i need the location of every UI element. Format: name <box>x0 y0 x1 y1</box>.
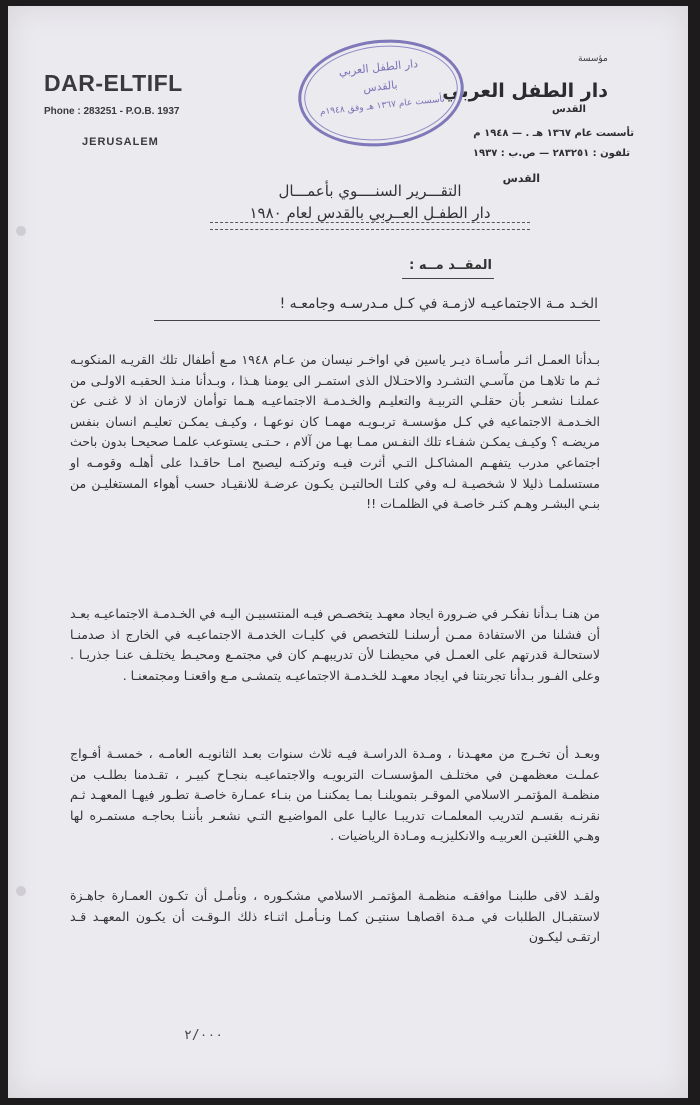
brand-city-ar: القدس <box>552 104 586 115</box>
brand-name-en: DAR-ELTIFL <box>44 70 183 96</box>
punch-hole-mark <box>16 886 26 896</box>
slogan: الخـد مـة الاجتماعيـه لازمـة في كـل مـدرسـه وجامعـه ! <box>279 296 598 312</box>
body-paragraph: بـدأنا العمـل اثـر مأسـاة ديـر ياسين في اواخـر نيسان من عـام ١٩٤٨ مـع أطفال تلك القريـه المنكوبـه ثـم ما تلاهـا من مآسـي التشـرد والاحتـلال الذى استمـر الى يومنا هـذا ، وبـدأنا منـذ الحقبـه الاولـى من عملنـا نشعـر بأن حقلـي التربيـة والتعليـم والخـدمـة الاجتماعيـه هـما توأمان لازمان اذ لا غنـى عن الخـدمـة الاجتماعيه في كـل مؤسسـة تربـويـه مهمـا كان نوعهـا ، وكيـف يمكـن تعليـم انسان بنفس مريضـه ؟ وكيـف يمكـن شفـاء تلك النفـس ممـا بهـا من آلام ، حـتـى يستوعب علمـا صحيحـا بدون باحث اجتماعي مدرب يتفهـم المشاكـل التـي أثرت فيـه وتركتـه ليصبح امـا حاقـدا على أهلـه وقومـه او مستسلمـا ذليلا لا شخصيـة لـه وفي كلتـا الحالتيـن يكـون عرضـة للانقيـاد حسب أهواء المستغليـن من بنـي البشـر وهـم كثـر خاصـة في الظلمـات !! <box>70 352 600 512</box>
stamp-line-3: تأسست عام ١٣٦٧ هـ وفق ١٩٤٨م <box>319 94 446 118</box>
city-ar: القدس <box>502 172 540 185</box>
stamp-line-1: دار الطفل العربي <box>338 57 419 79</box>
stamp-line-2: بالقدس <box>362 78 399 95</box>
report-title-line-2: دار الطفـل العــربي بالقدس لعام ١٩٨٠ <box>249 204 491 222</box>
report-title-line-1: التقـــرير السنــــوي بأعمـــال <box>278 182 462 200</box>
body-paragraph: وبعـد أن تخـرج من معهـدنا ، ومـدة الدراسـة فيـه ثلاث سنوات بعـد الثانويـه العامـه ، خمسـة أفـواج عملـت معظمهـن في مختلـف المؤسسـات التربويـه والاجتماعيـه بنجـاح كبيـر ، تقـدمنا بطلـب من منظمـة المؤتمـر الاسلامي الموقـر بتمويلنـا بمـا يمكننـا من بنـاء عمـارة خاصـة تطـور فيهـا المعهـد ثـم نقرنـه بقسـم لتدريب المعلمـات تدريبـا عاليـا على المواضيـع التـي نشعـر بأننـا بحاجـه مستمـره لها وهـي اللغتيـن العربيـه والانكليزيـه ومـادة الرياضيات . <box>70 746 600 844</box>
phone-pobox-ar: تلفون : ٢٨٣٢٥١ — ص.ب : ١٩٣٧ <box>472 148 630 159</box>
title-underline <box>210 222 530 230</box>
brand-name-ar: دار الطفل العربي <box>442 80 608 102</box>
report-title <box>160 180 580 224</box>
phone-pobox-en: Phone : 283251 - P.O.B. 1937 <box>44 106 180 117</box>
punch-hole-mark <box>16 226 26 236</box>
intro-heading: المقــد مــه : <box>409 258 492 273</box>
body-paragraph: من هنـا بـدأنا نفكـر في ضـرورة ايجاد معهـد يتخصـص فيـه المنتسبيـن اليـه في الخـدمـة الاجتماعيـه بعـد أن فشلنا من الاستفادة ممـن أرسلنـا للتخصص في كليـات الخدمـة الاجتماعيـه في الخارج اذ صدمنـا لاستحالـة قدرتهم على العمـل في محيطنـا لأن تدريبهـم كان في مجتمـع ومحيـط يختلـف عنـا جذريـا . وعلى الفـور بـدأنا تجربتنا في ايجاد معهـد للخـدمـة الاجتماعيـه يتمشـى مـع واقعنـا ومجتمعنـا . <box>70 606 600 683</box>
org-label-ar: مؤسسة <box>578 54 608 64</box>
slogan-underline <box>154 320 600 321</box>
city-en: JERUSALEM <box>82 136 159 148</box>
body-paragraph: ولقـد لاقى طلبنـا موافقـه منظمـة المؤتمـر الاسلامي مشكـوره ، ونأمـل أن تكـون العمـارة جاهـزة لاستقبـال الطلبات في مـدة اقصاهـا سنتيـن كمـا ونـأمـل اثنـاء ذلك الـوقـت أن يكـون المعهـد قـد ارتقـى ليكـون <box>70 888 600 945</box>
page-number: ٢/٠٠٠ <box>184 1028 224 1043</box>
founded-date-ar: تأسست عام ١٣٦٧ هـ . — ١٩٤٨ م <box>473 128 634 139</box>
intro-heading-underline <box>402 278 494 279</box>
